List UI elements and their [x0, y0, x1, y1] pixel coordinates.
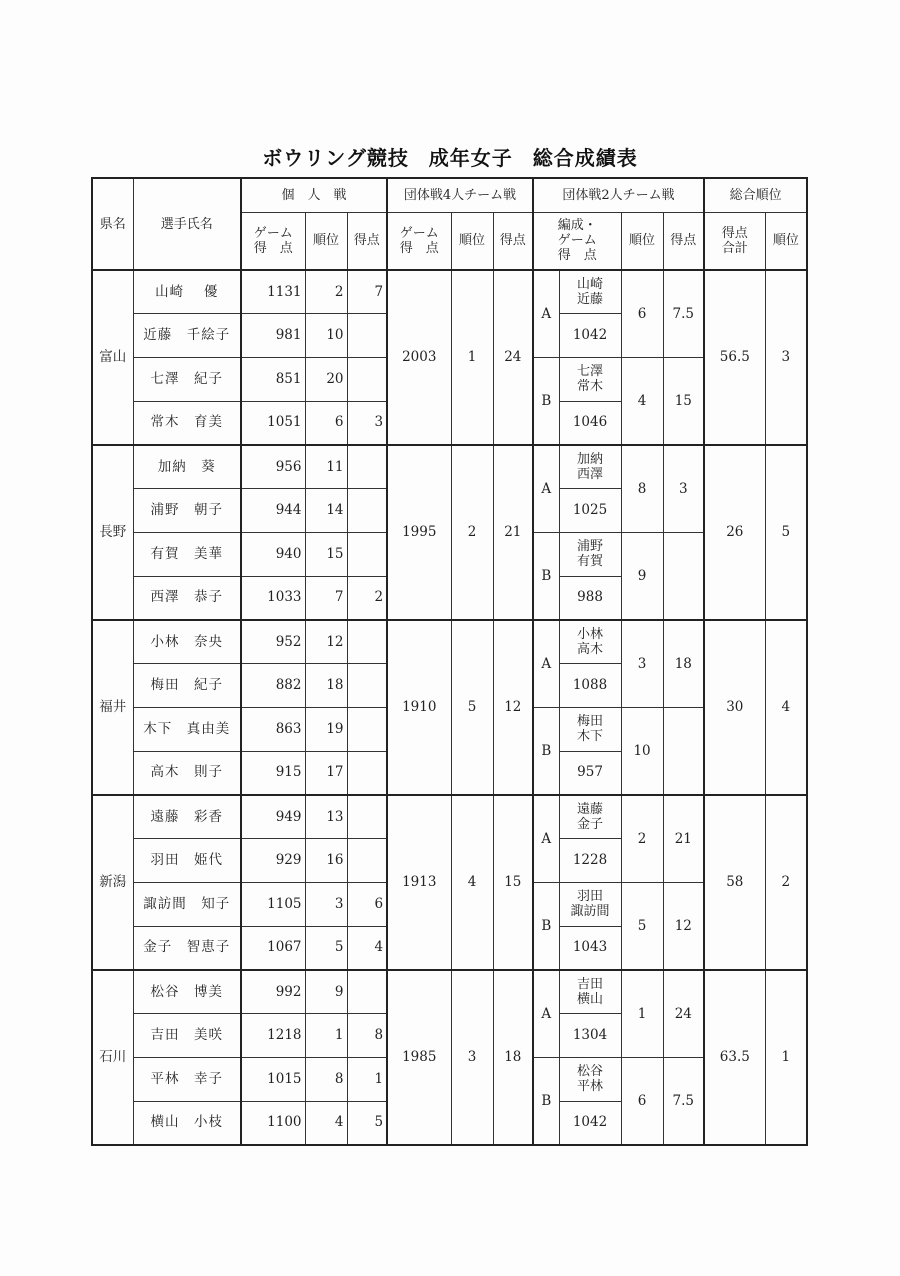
indiv-rank: 19	[305, 708, 347, 752]
player-name: 吉田 美咲	[133, 1014, 241, 1058]
table-row	[92, 795, 807, 839]
overall-rank: 2	[765, 795, 807, 970]
table-row	[92, 445, 807, 489]
pair-rank: 6	[621, 1058, 663, 1146]
indiv-rank: 16	[305, 839, 347, 883]
indiv-points	[347, 751, 387, 795]
pair-names: 遠藤 金子	[559, 795, 621, 839]
total-points: 63.5	[704, 970, 765, 1145]
pair-score: 1025	[559, 489, 621, 533]
pair-rank: 8	[621, 445, 663, 533]
pair-score: 1304	[559, 1014, 621, 1058]
team4-rank: 1	[451, 270, 493, 445]
pair-label: A	[533, 270, 559, 358]
indiv-points: 5	[347, 1101, 387, 1145]
pair-score: 988	[559, 576, 621, 620]
indiv-score: 940	[241, 533, 305, 577]
header-individual: 個 人 戦	[241, 178, 387, 212]
team4-rank: 5	[451, 620, 493, 795]
header-team4-rank: 順位	[451, 212, 493, 270]
indiv-score: 1218	[241, 1014, 305, 1058]
pair-rank: 1	[621, 970, 663, 1058]
indiv-rank: 18	[305, 664, 347, 708]
player-name: 小林 奈央	[133, 620, 241, 664]
player-name: 平林 幸子	[133, 1058, 241, 1102]
indiv-points	[347, 314, 387, 358]
indiv-score: 1105	[241, 883, 305, 927]
indiv-score: 1100	[241, 1101, 305, 1145]
indiv-points: 3	[347, 401, 387, 445]
indiv-rank: 1	[305, 1014, 347, 1058]
player-name: 七澤 紀子	[133, 358, 241, 402]
indiv-points	[347, 489, 387, 533]
player-name: 西澤 恭子	[133, 576, 241, 620]
header-pair-score: 編成・ ゲーム 得 点	[533, 212, 621, 270]
title-table: 総合成績表	[532, 146, 638, 170]
pair-score: 1228	[559, 839, 621, 883]
indiv-rank: 11	[305, 445, 347, 489]
team4-rank: 4	[451, 795, 493, 970]
player-name: 山崎 優	[133, 270, 241, 314]
player-name: 加納 葵	[133, 445, 241, 489]
title-event: ボウリング競技	[262, 146, 409, 170]
indiv-score: 952	[241, 620, 305, 664]
pair-rank: 4	[621, 358, 663, 446]
indiv-points: 1	[347, 1058, 387, 1102]
player-name: 近藤 千絵子	[133, 314, 241, 358]
indiv-score: 915	[241, 751, 305, 795]
pair-score: 957	[559, 751, 621, 795]
indiv-points	[347, 708, 387, 752]
header-overall: 総合順位	[704, 178, 807, 212]
header-team4-score: ゲーム 得 点	[387, 212, 451, 270]
team4-score: 1985	[387, 970, 451, 1145]
indiv-rank: 9	[305, 970, 347, 1014]
header-team2: 団体戦2人チーム戦	[533, 178, 704, 212]
player-name: 金子 智恵子	[133, 926, 241, 970]
indiv-rank: 12	[305, 620, 347, 664]
team4-points: 15	[493, 795, 533, 970]
player-name: 遠藤 彩香	[133, 795, 241, 839]
pair-names: 山崎 近藤	[559, 270, 621, 314]
table-row	[92, 270, 807, 314]
pair-rank: 5	[621, 883, 663, 971]
team4-points: 24	[493, 270, 533, 445]
pair-names: 浦野 有賀	[559, 533, 621, 577]
pair-label: B	[533, 1058, 559, 1146]
indiv-points	[347, 970, 387, 1014]
pair-points	[663, 533, 704, 621]
indiv-rank: 3	[305, 883, 347, 927]
indiv-points	[347, 795, 387, 839]
player-name: 浦野 朝子	[133, 489, 241, 533]
indiv-rank: 6	[305, 401, 347, 445]
pref-name: 新潟	[92, 795, 133, 970]
indiv-score: 992	[241, 970, 305, 1014]
indiv-rank: 17	[305, 751, 347, 795]
total-points: 30	[704, 620, 765, 795]
pair-score: 1042	[559, 314, 621, 358]
pair-points: 12	[663, 883, 704, 971]
indiv-rank: 7	[305, 576, 347, 620]
indiv-rank: 10	[305, 314, 347, 358]
team4-points: 12	[493, 620, 533, 795]
pair-label: A	[533, 795, 559, 883]
header-team4-points: 得点	[493, 212, 533, 270]
pair-points: 24	[663, 970, 704, 1058]
indiv-points	[347, 533, 387, 577]
pair-rank: 2	[621, 795, 663, 883]
pair-label: A	[533, 620, 559, 708]
pref-name: 長野	[92, 445, 133, 620]
indiv-score: 929	[241, 839, 305, 883]
indiv-score: 981	[241, 314, 305, 358]
pair-points: 21	[663, 795, 704, 883]
pair-label: A	[533, 445, 559, 533]
indiv-score: 1131	[241, 270, 305, 314]
pair-rank: 6	[621, 270, 663, 358]
team4-points: 21	[493, 445, 533, 620]
pair-names: 羽田 諏訪間	[559, 883, 621, 927]
table-row	[92, 970, 807, 1014]
indiv-points	[347, 620, 387, 664]
team4-rank: 2	[451, 445, 493, 620]
team4-score: 1995	[387, 445, 451, 620]
team4-points: 18	[493, 970, 533, 1145]
page-title	[0, 142, 900, 171]
indiv-points: 6	[347, 883, 387, 927]
pair-rank: 3	[621, 620, 663, 708]
indiv-points: 8	[347, 1014, 387, 1058]
indiv-rank: 14	[305, 489, 347, 533]
indiv-rank: 13	[305, 795, 347, 839]
pair-points: 3	[663, 445, 704, 533]
indiv-score: 956	[241, 445, 305, 489]
pair-names: 加納 西澤	[559, 445, 621, 489]
pref-name: 富山	[92, 270, 133, 445]
indiv-points: 2	[347, 576, 387, 620]
player-name: 諏訪間 知子	[133, 883, 241, 927]
pair-score: 1043	[559, 926, 621, 970]
indiv-rank: 2	[305, 270, 347, 314]
pair-points: 7.5	[663, 1058, 704, 1146]
header-team2-rank: 順位	[621, 212, 663, 270]
overall-rank: 3	[765, 270, 807, 445]
player-name: 梅田 紀子	[133, 664, 241, 708]
pair-names: 松谷 平林	[559, 1058, 621, 1102]
player-name: 常木 育美	[133, 401, 241, 445]
indiv-points: 4	[347, 926, 387, 970]
indiv-score: 882	[241, 664, 305, 708]
indiv-rank: 5	[305, 926, 347, 970]
header-team4: 団体戦4人チーム戦	[387, 178, 533, 212]
pair-points: 18	[663, 620, 704, 708]
header-indiv-rank: 順位	[305, 212, 347, 270]
team4-score: 1913	[387, 795, 451, 970]
pair-rank: 9	[621, 533, 663, 621]
overall-rank: 4	[765, 620, 807, 795]
pair-label: B	[533, 533, 559, 621]
indiv-score: 1033	[241, 576, 305, 620]
total-points: 58	[704, 795, 765, 970]
indiv-score: 1067	[241, 926, 305, 970]
header-player: 選手氏名	[133, 178, 241, 270]
overall-rank: 5	[765, 445, 807, 620]
header-indiv-points: 得点	[347, 212, 387, 270]
pair-names: 小林 高木	[559, 620, 621, 664]
indiv-points	[347, 839, 387, 883]
pair-score: 1042	[559, 1101, 621, 1145]
indiv-points	[347, 664, 387, 708]
header-total: 得点 合計	[704, 212, 765, 270]
pref-name: 福井	[92, 620, 133, 795]
player-name: 羽田 姫代	[133, 839, 241, 883]
player-name: 松谷 博美	[133, 970, 241, 1014]
pair-label: A	[533, 970, 559, 1058]
indiv-score: 851	[241, 358, 305, 402]
total-points: 56.5	[704, 270, 765, 445]
team4-score: 1910	[387, 620, 451, 795]
pair-names: 梅田 木下	[559, 708, 621, 752]
header-team2-points: 得点	[663, 212, 704, 270]
pair-names: 七澤 常木	[559, 358, 621, 402]
title-category: 成年女子	[428, 146, 513, 170]
player-name: 有賀 美華	[133, 533, 241, 577]
pair-points: 7.5	[663, 270, 704, 358]
indiv-score: 1051	[241, 401, 305, 445]
pair-label: B	[533, 708, 559, 796]
indiv-score: 1015	[241, 1058, 305, 1102]
pair-points	[663, 708, 704, 796]
pair-points: 15	[663, 358, 704, 446]
team4-rank: 3	[451, 970, 493, 1145]
pair-score: 1046	[559, 401, 621, 445]
player-name: 木下 真由美	[133, 708, 241, 752]
header-pref: 県名	[92, 178, 133, 270]
indiv-points	[347, 445, 387, 489]
pair-score: 1088	[559, 664, 621, 708]
indiv-score: 944	[241, 489, 305, 533]
header-overall-rank: 順位	[765, 212, 807, 270]
indiv-points: 7	[347, 270, 387, 314]
indiv-score: 863	[241, 708, 305, 752]
results-table	[91, 177, 808, 1146]
player-name: 高木 則子	[133, 751, 241, 795]
total-points: 26	[704, 445, 765, 620]
pair-label: B	[533, 883, 559, 971]
pair-names: 吉田 横山	[559, 970, 621, 1014]
indiv-rank: 8	[305, 1058, 347, 1102]
indiv-rank: 15	[305, 533, 347, 577]
pair-label: B	[533, 358, 559, 446]
team4-score: 2003	[387, 270, 451, 445]
pref-name: 石川	[92, 970, 133, 1145]
indiv-rank: 20	[305, 358, 347, 402]
indiv-score: 949	[241, 795, 305, 839]
indiv-rank: 4	[305, 1101, 347, 1145]
overall-rank: 1	[765, 970, 807, 1145]
table-row	[92, 620, 807, 664]
pair-rank: 10	[621, 708, 663, 796]
header-indiv-score: ゲーム 得 点	[241, 212, 305, 270]
player-name: 横山 小枝	[133, 1101, 241, 1145]
indiv-points	[347, 358, 387, 402]
